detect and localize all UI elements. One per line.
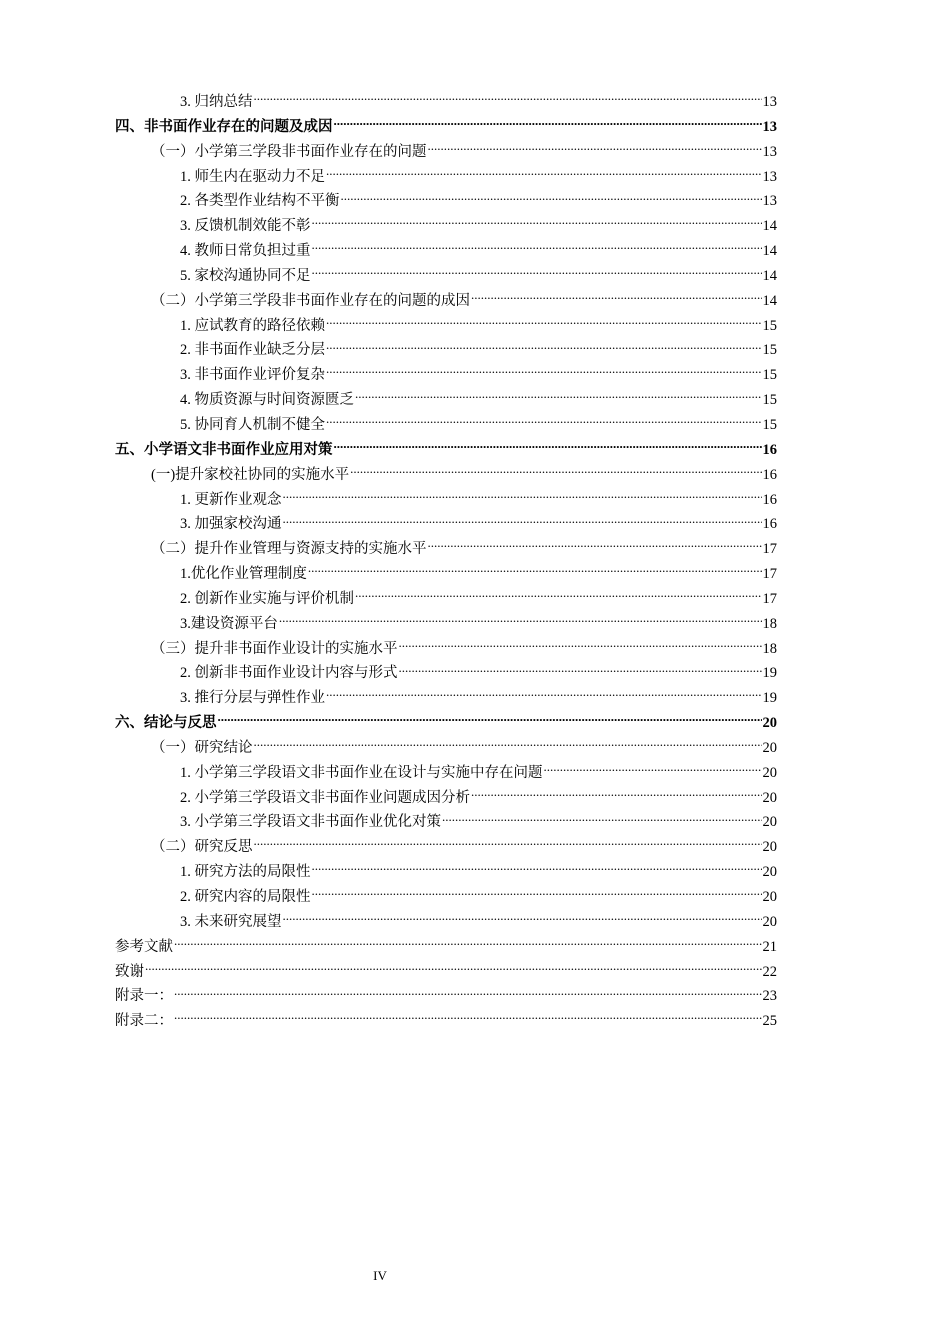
toc-entry-page-number: 18 — [762, 615, 777, 632]
toc-entry-title: 3. 未来研究展望 — [180, 913, 282, 930]
toc-dot-leader — [254, 837, 762, 852]
toc-entry-page-number: 17 — [762, 590, 777, 607]
toc-entry-page-number: 14 — [762, 267, 777, 284]
toc-entry[interactable] — [115, 338, 777, 363]
toc-entry-title: 四、非书面作业存在的问题及成因 — [115, 118, 333, 135]
toc-entry-page-number: 14 — [762, 218, 777, 235]
toc-dot-leader — [334, 439, 762, 454]
toc-entry[interactable] — [115, 935, 777, 960]
toc-dot-leader — [283, 489, 762, 504]
toc-entry-page-number: 20 — [762, 739, 777, 756]
toc-dot-leader — [442, 812, 762, 827]
toc-dot-leader — [326, 166, 762, 181]
toc-dot-leader — [312, 241, 762, 256]
toc-entry[interactable] — [115, 115, 777, 140]
toc-entry-title: 1. 研究方法的局限性 — [180, 864, 311, 881]
toc-entry-title: (一)提升家校社协同的实施水平 — [151, 466, 350, 483]
toc-dot-leader — [145, 961, 762, 976]
toc-entry-title: （三）提升非书面作业设计的实施水平 — [151, 640, 398, 657]
toc-entry[interactable] — [115, 984, 777, 1009]
toc-entry-title: 3. 推行分层与弹性作业 — [180, 690, 325, 707]
toc-dot-leader — [218, 713, 762, 728]
toc-entry-title: 致谢 — [115, 963, 144, 980]
toc-entry[interactable] — [115, 661, 777, 686]
toc-entry[interactable] — [115, 562, 777, 587]
page-number-footer: IV — [373, 1268, 387, 1283]
toc-dot-leader — [312, 216, 762, 231]
toc-dot-leader — [312, 862, 762, 877]
toc-dot-leader — [428, 141, 762, 156]
toc-entry-title: 1. 更新作业观念 — [180, 491, 282, 508]
toc-dot-leader — [279, 613, 762, 628]
toc-entry[interactable] — [115, 314, 777, 339]
toc-entry-page-number: 20 — [762, 913, 777, 930]
toc-entry[interactable] — [115, 189, 777, 214]
toc-entry-title: 3. 加强家校沟通 — [180, 516, 282, 533]
toc-entry-page-number: 16 — [762, 466, 777, 483]
toc-dot-leader — [254, 737, 762, 752]
toc-entry-page-number: 13 — [762, 94, 777, 110]
toc-entry-page-number: 20 — [762, 715, 777, 732]
toc-entry-title: 5. 家校沟通协同不足 — [180, 267, 311, 284]
toc-dot-leader — [471, 787, 762, 802]
toc-entry[interactable] — [115, 488, 777, 513]
toc-dot-leader — [326, 688, 762, 703]
toc-entry[interactable] — [115, 860, 777, 885]
toc-entry-page-number: 21 — [762, 938, 777, 955]
toc-entry-title: 1. 小学第三学段语文非书面作业在设计与实施中存在问题 — [180, 764, 543, 781]
toc-entry-page-number: 14 — [762, 292, 777, 309]
toc-dot-leader — [326, 340, 762, 355]
toc-entry-page-number: 18 — [762, 640, 777, 657]
toc-entry-page-number: 20 — [762, 839, 777, 856]
toc-entry-title: 3.建设资源平台 — [180, 615, 278, 632]
toc-entry[interactable] — [115, 388, 777, 413]
toc-entry-title: 3. 非书面作业评价复杂 — [180, 367, 325, 384]
toc-entry[interactable] — [115, 612, 777, 637]
toc-dot-leader — [334, 116, 762, 131]
toc-entry[interactable] — [115, 686, 777, 711]
toc-entry-title: 3. 归纳总结 — [180, 94, 253, 110]
toc-dot-leader — [350, 464, 761, 479]
toc-entry-title: （一）研究结论 — [151, 739, 253, 756]
toc-entry-page-number: 16 — [762, 491, 777, 508]
toc-entry[interactable] — [115, 960, 777, 985]
toc-entry[interactable] — [115, 438, 777, 463]
toc-entry[interactable] — [115, 90, 777, 115]
toc-entry[interactable] — [115, 165, 777, 190]
toc-dot-leader — [312, 265, 762, 280]
toc-entry-page-number: 19 — [762, 665, 777, 682]
toc-entry-page-number: 13 — [762, 143, 777, 160]
toc-entry[interactable] — [115, 289, 777, 314]
toc-entry-title: 六、结论与反思 — [115, 715, 217, 732]
toc-entry[interactable] — [115, 910, 777, 935]
toc-entry-title: 附录一： — [115, 988, 173, 1005]
table-of-contents — [115, 90, 777, 1034]
toc-dot-leader — [283, 514, 762, 529]
toc-entry[interactable] — [115, 1009, 777, 1034]
toc-entry-page-number: 20 — [762, 864, 777, 881]
toc-entry[interactable] — [115, 463, 777, 488]
toc-entry-page-number: 20 — [762, 764, 777, 781]
toc-entry[interactable] — [115, 214, 777, 239]
toc-entry-title: 参考文献 — [115, 938, 173, 955]
toc-entry[interactable] — [115, 885, 777, 910]
toc-entry[interactable] — [115, 413, 777, 438]
toc-dot-leader — [471, 290, 762, 305]
toc-entry-page-number: 15 — [762, 392, 777, 409]
toc-entry-title: 2. 创新非书面作业设计内容与形式 — [180, 665, 398, 682]
toc-dot-leader — [326, 414, 762, 429]
toc-dot-leader — [174, 986, 762, 1001]
toc-entry-page-number: 22 — [762, 963, 777, 980]
toc-dot-leader — [428, 539, 762, 554]
toc-dot-leader — [399, 663, 762, 678]
toc-entry-title: （二）提升作业管理与资源支持的实施水平 — [151, 541, 427, 558]
toc-entry-title: （一）小学第三学段非书面作业存在的问题 — [151, 143, 427, 160]
toc-entry-title: 2. 小学第三学段语文非书面作业问题成因分析 — [180, 789, 470, 806]
toc-dot-leader — [544, 762, 762, 777]
toc-entry-page-number: 13 — [762, 118, 777, 135]
toc-entry-title: 2. 研究内容的局限性 — [180, 889, 311, 905]
toc-dot-leader — [308, 564, 762, 579]
toc-entry-page-number: 19 — [762, 690, 777, 707]
toc-dot-leader — [174, 936, 762, 951]
toc-entry-title: 1. 师生内在驱动力不足 — [180, 168, 325, 185]
toc-dot-leader — [283, 911, 762, 926]
toc-entry[interactable] — [115, 537, 777, 562]
toc-entry-title: 附录二： — [115, 1013, 173, 1030]
toc-entry[interactable] — [115, 761, 777, 786]
toc-entry[interactable] — [115, 239, 777, 264]
toc-entry-page-number: 13 — [762, 193, 777, 210]
toc-entry-title: 1. 应试教育的路径依赖 — [180, 317, 325, 334]
toc-entry[interactable] — [115, 140, 777, 165]
toc-dot-leader — [174, 1011, 762, 1026]
toc-entry[interactable] — [115, 810, 777, 835]
toc-entry[interactable] — [115, 736, 777, 761]
toc-entry-page-number: 17 — [762, 566, 777, 583]
toc-entry[interactable] — [115, 711, 777, 736]
toc-entry[interactable] — [115, 587, 777, 612]
toc-entry-title: 4. 教师日常负担过重 — [180, 243, 311, 260]
toc-entry-page-number: 15 — [762, 367, 777, 384]
toc-entry-page-number: 23 — [762, 988, 777, 1005]
toc-entry-page-number: 20 — [762, 814, 777, 831]
toc-dot-leader — [254, 92, 762, 107]
toc-dot-leader — [355, 588, 762, 603]
toc-entry-title: 2. 各类型作业结构不平衡 — [180, 193, 340, 210]
toc-entry-page-number: 25 — [762, 1013, 777, 1030]
toc-entry-page-number: 20 — [762, 889, 777, 905]
toc-dot-leader — [326, 365, 762, 380]
toc-entry[interactable] — [115, 264, 777, 289]
toc-dot-leader — [341, 191, 762, 206]
toc-entry-title: 5. 协同育人机制不健全 — [180, 416, 325, 433]
toc-entry-title: 3. 小学第三学段语文非书面作业优化对策 — [180, 814, 441, 831]
toc-entry-page-number: 15 — [762, 342, 777, 359]
toc-entry-page-number: 17 — [762, 541, 777, 558]
toc-entry-page-number: 20 — [762, 789, 777, 806]
toc-entry-title: 3. 反馈机制效能不彰 — [180, 218, 311, 235]
toc-dot-leader — [399, 638, 762, 653]
toc-entry-title: 4. 物质资源与时间资源匮乏 — [180, 392, 354, 409]
toc-dot-leader — [312, 887, 762, 902]
toc-entry-page-number: 13 — [762, 168, 777, 185]
toc-entry-page-number: 14 — [762, 243, 777, 260]
toc-dot-leader — [326, 315, 762, 330]
toc-entry-title: （二）研究反思 — [151, 839, 253, 856]
toc-entry-title: 2. 非书面作业缺乏分层 — [180, 342, 325, 359]
toc-entry[interactable] — [115, 637, 777, 662]
toc-entry[interactable] — [115, 363, 777, 388]
toc-entry-title: 1.优化作业管理制度 — [180, 566, 307, 583]
toc-entry-page-number: 16 — [762, 441, 777, 458]
toc-entry-page-number: 15 — [762, 416, 777, 433]
toc-entry-page-number: 15 — [762, 317, 777, 334]
toc-entry[interactable] — [115, 512, 777, 537]
toc-entry-title: 2. 创新作业实施与评价机制 — [180, 590, 354, 607]
toc-entry[interactable] — [115, 786, 777, 811]
toc-dot-leader — [355, 390, 762, 405]
toc-entry-title: （二）小学第三学段非书面作业存在的问题的成因 — [151, 292, 470, 309]
toc-entry-title: 五、小学语文非书面作业应用对策 — [115, 441, 333, 458]
toc-entry-page-number: 16 — [762, 516, 777, 533]
toc-entry[interactable] — [115, 835, 777, 860]
